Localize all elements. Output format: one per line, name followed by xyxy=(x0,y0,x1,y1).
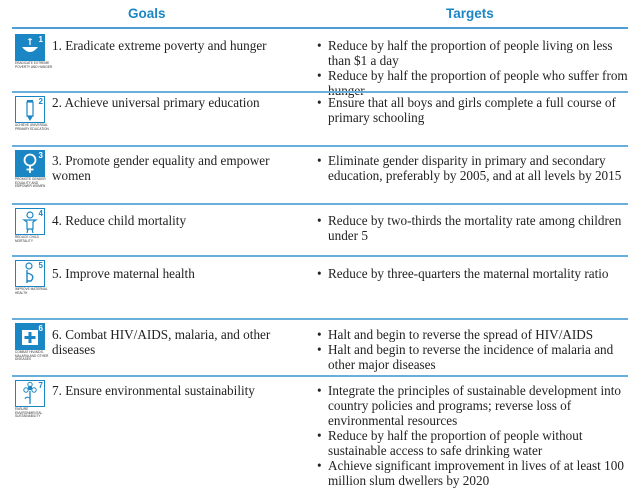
target-list xyxy=(317,213,629,243)
header-rule xyxy=(12,27,628,29)
pencil-icon xyxy=(15,96,45,123)
goal-text: 3. Promote gender equality and empower women xyxy=(52,153,270,183)
bowl-icon xyxy=(15,34,45,61)
target-item: • Reduce by half the proportion of people living on less than $1 a day xyxy=(317,38,629,68)
goal-row-4 xyxy=(12,205,628,257)
target-list xyxy=(317,266,629,281)
target-item: • Halt and begin to reverse the incidence of malaria and other major diseases xyxy=(317,342,629,372)
icon-number: 6 xyxy=(38,324,43,333)
target-list xyxy=(317,153,629,183)
target-list xyxy=(317,38,629,98)
target-list xyxy=(317,383,629,488)
icon-caption: ERADICATE EXTREME POVERTY AND HUNGER xyxy=(15,61,53,69)
icon-number: 2 xyxy=(38,97,43,106)
target-list xyxy=(317,95,629,125)
goals-column-header: Goals xyxy=(128,6,166,21)
goal-row-7 xyxy=(12,377,628,488)
child-icon xyxy=(15,208,45,235)
icon-caption: ACHIEVE UNIVERSAL PRIMARY EDUCATION xyxy=(15,123,49,131)
icon-caption: PROMOTE GENDER EQUALITY AND EMPOWER WOMEN xyxy=(15,177,46,189)
icon-number: 7 xyxy=(38,381,43,390)
pregnant-woman-icon xyxy=(15,260,45,287)
target-item: • Ensure that all boys and girls complete a full course of primary schooling xyxy=(317,95,629,125)
icon-number: 5 xyxy=(38,261,43,270)
icon-caption: COMBAT HIV/AIDS, MALARIA AND OTHER DISEASES xyxy=(15,350,49,362)
targets-column-header: Targets xyxy=(446,6,494,21)
goal-row-2 xyxy=(12,93,628,147)
medical-cross-icon xyxy=(15,323,45,350)
target-item: • Eliminate gender disparity in primary and secondary education, preferably by 2005, and at all levels by 2015 xyxy=(317,153,629,183)
target-item: • Reduce by three-quarters the maternal mortality ratio xyxy=(317,266,629,281)
icon-caption: ENSURE ENVIRONMENTAL SUSTAINABILITY xyxy=(15,407,43,419)
icon-number: 1 xyxy=(38,35,43,44)
flower-icon xyxy=(15,380,45,407)
goal-text: 2. Achieve universal primary education xyxy=(52,95,260,110)
goal-text: 4. Reduce child mortality xyxy=(52,213,187,228)
goal-row-3 xyxy=(12,147,628,205)
female-symbol-icon xyxy=(15,150,45,177)
goal-text: 7. Ensure environmental sustainability xyxy=(52,383,255,398)
goal-text: 5. Improve maternal health xyxy=(52,266,195,281)
target-item: • Reduce by two-thirds the mortality rate among children under 5 xyxy=(317,213,629,243)
target-item: • Reduce by half the proportion of people without sustainable access to safe drinking water xyxy=(317,428,629,458)
icon-number: 4 xyxy=(38,209,43,218)
target-item: • Halt and begin to reverse the spread of HIV/AIDS xyxy=(317,327,629,342)
target-item: • Achieve significant improvement in lives of at least 100 million slum dwellers by 2020 xyxy=(317,458,629,488)
icon-number: 3 xyxy=(38,151,43,160)
goal-row-6 xyxy=(12,320,628,377)
goal-row-1 xyxy=(12,31,628,93)
goal-text: 6. Combat HIV/AIDS, malaria, and other diseases xyxy=(52,327,271,357)
target-item: • Reduce by half the proportion of people who suffer from xyxy=(317,68,629,98)
goal-row-5 xyxy=(12,257,628,320)
icon-caption: IMPROVE MATERNAL HEALTH xyxy=(15,287,48,295)
icon-caption: REDUCE CHILD MORTALITY xyxy=(15,235,39,243)
target-list xyxy=(317,327,629,372)
target-item: • Integrate the principles of sustainable development into country policies and programs; reverse loss of environmental resources xyxy=(317,383,629,428)
goal-text: 1. Eradicate extreme poverty and hunger xyxy=(52,38,267,53)
